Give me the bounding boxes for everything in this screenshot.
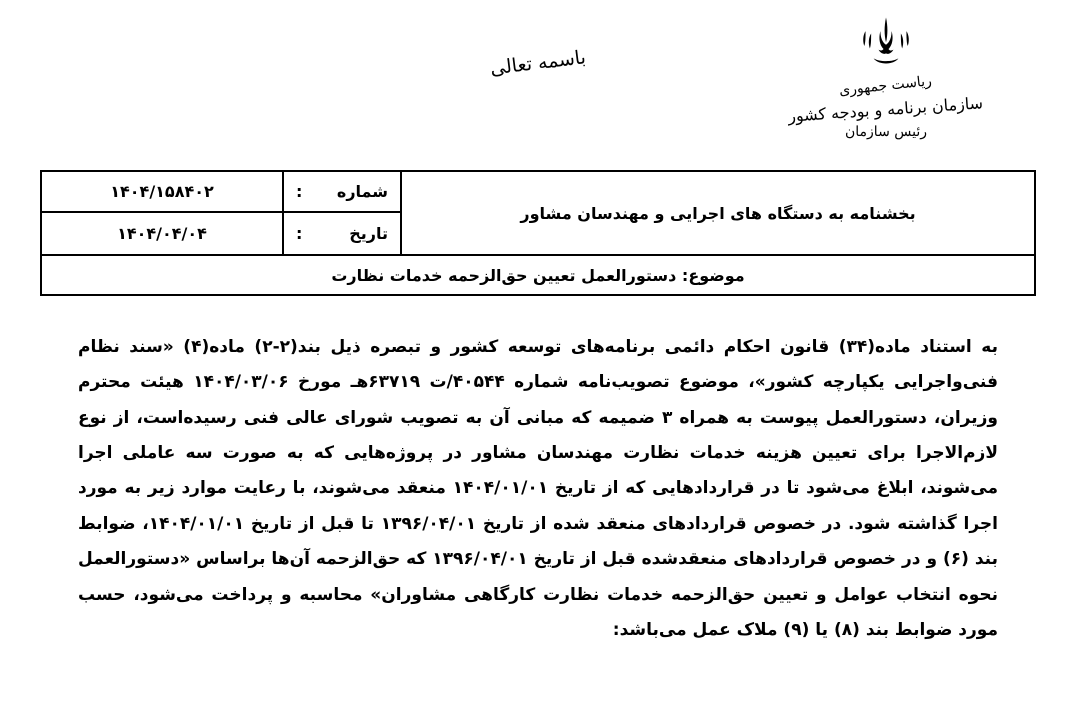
letter-date-label-text: تاریخ — [349, 224, 388, 243]
document-title: بخشنامه به دستگاه های اجرایی و مهندسان مشاور — [400, 172, 1034, 254]
document-header — [0, 0, 1076, 170]
letterhead-table — [40, 170, 1036, 296]
letter-subject: موضوع: دستورالعمل تعیین حق‌الزحمه خدمات نظارت — [42, 254, 1034, 294]
letter-meta — [42, 172, 400, 254]
org-line-head: رئیس سازمان — [845, 124, 927, 141]
organization-lines — [736, 73, 1036, 144]
letter-number-label-text: شماره — [336, 182, 388, 201]
letterhead-top-row — [42, 172, 1034, 254]
org-line-presidency: ریاست جمهوری — [838, 73, 933, 99]
letter-date-colon: : — [296, 224, 303, 243]
letter-date-label — [282, 213, 400, 254]
letter-number-row — [42, 172, 400, 213]
letter-number-colon: : — [296, 182, 303, 201]
letter-date-value: ۱۴۰۴/۰۴/۰۴ — [117, 224, 207, 243]
letter-number-label — [282, 172, 400, 211]
letter-number-value: ۱۴۰۴/۱۵۸۴۰۲ — [110, 182, 214, 201]
letter-body-paragraph: به استناد ماده(۳۴) قانون احکام دائمی برنامه‌های توسعه کشور و تبصره ذیل بند(۲-۲) ماده(۴) «سند نظام فنی‌واجرایی یکپارچه کشور»، موضوع تصویب‌نامه شماره ۴۰۵۴۴/ت ۶۳۷۱۹هـ مورخ ۱۴۰۴/۰۳/۰۶ هیئت محترم وزیران، دستورالعمل پیوست به همراه ۳ ضمیمه که مبانی آن به تصویب شورای عالی فنی رسیده‌است، از نوع لازم‌الاجرا برای تعیین هزینه خدمات نظارت مهندسان مشاور در پروژه‌هایی که به صورت سه عاملی اجرا می‌شوند، ابلاغ می‌شود تا در قراردادهایی که از تاریخ ۱۴۰۴/۰۱/۰۱ منعقد می‌شوند، با رعایت موارد زیر به مورد اجرا گذاشته شود. در خصوص قراردادهای منعقد شده از تاریخ ۱۳۹۶/۰۴/۰۱ تا قبل از تاریخ ۱۴۰۴/۰۱/۰۱، ضوابط بند (۶) و در خصوص قراردادهای منعقدشده قبل از تاریخ ۱۳۹۶/۰۴/۰۱ که حق‌الزحمه آن‌ها براساس «دستورالعمل نحوه انتخاب عوامل و تعیین حق‌الزحمه خدمات نظارت کارگاهی مشاوران» محاسبه و پرداخت می‌شود، حسب مورد ضوابط بند (۸) یا (۹) ملاک عمل می‌باشد: — [78, 337, 998, 640]
org-line-organization: سازمان برنامه و بودجه کشور — [787, 92, 984, 126]
iran-emblem-icon — [855, 10, 917, 72]
organization-identity — [736, 10, 1036, 144]
basmeh-taali: باسمه تعالی — [488, 46, 588, 80]
letter-date-row — [42, 213, 400, 254]
